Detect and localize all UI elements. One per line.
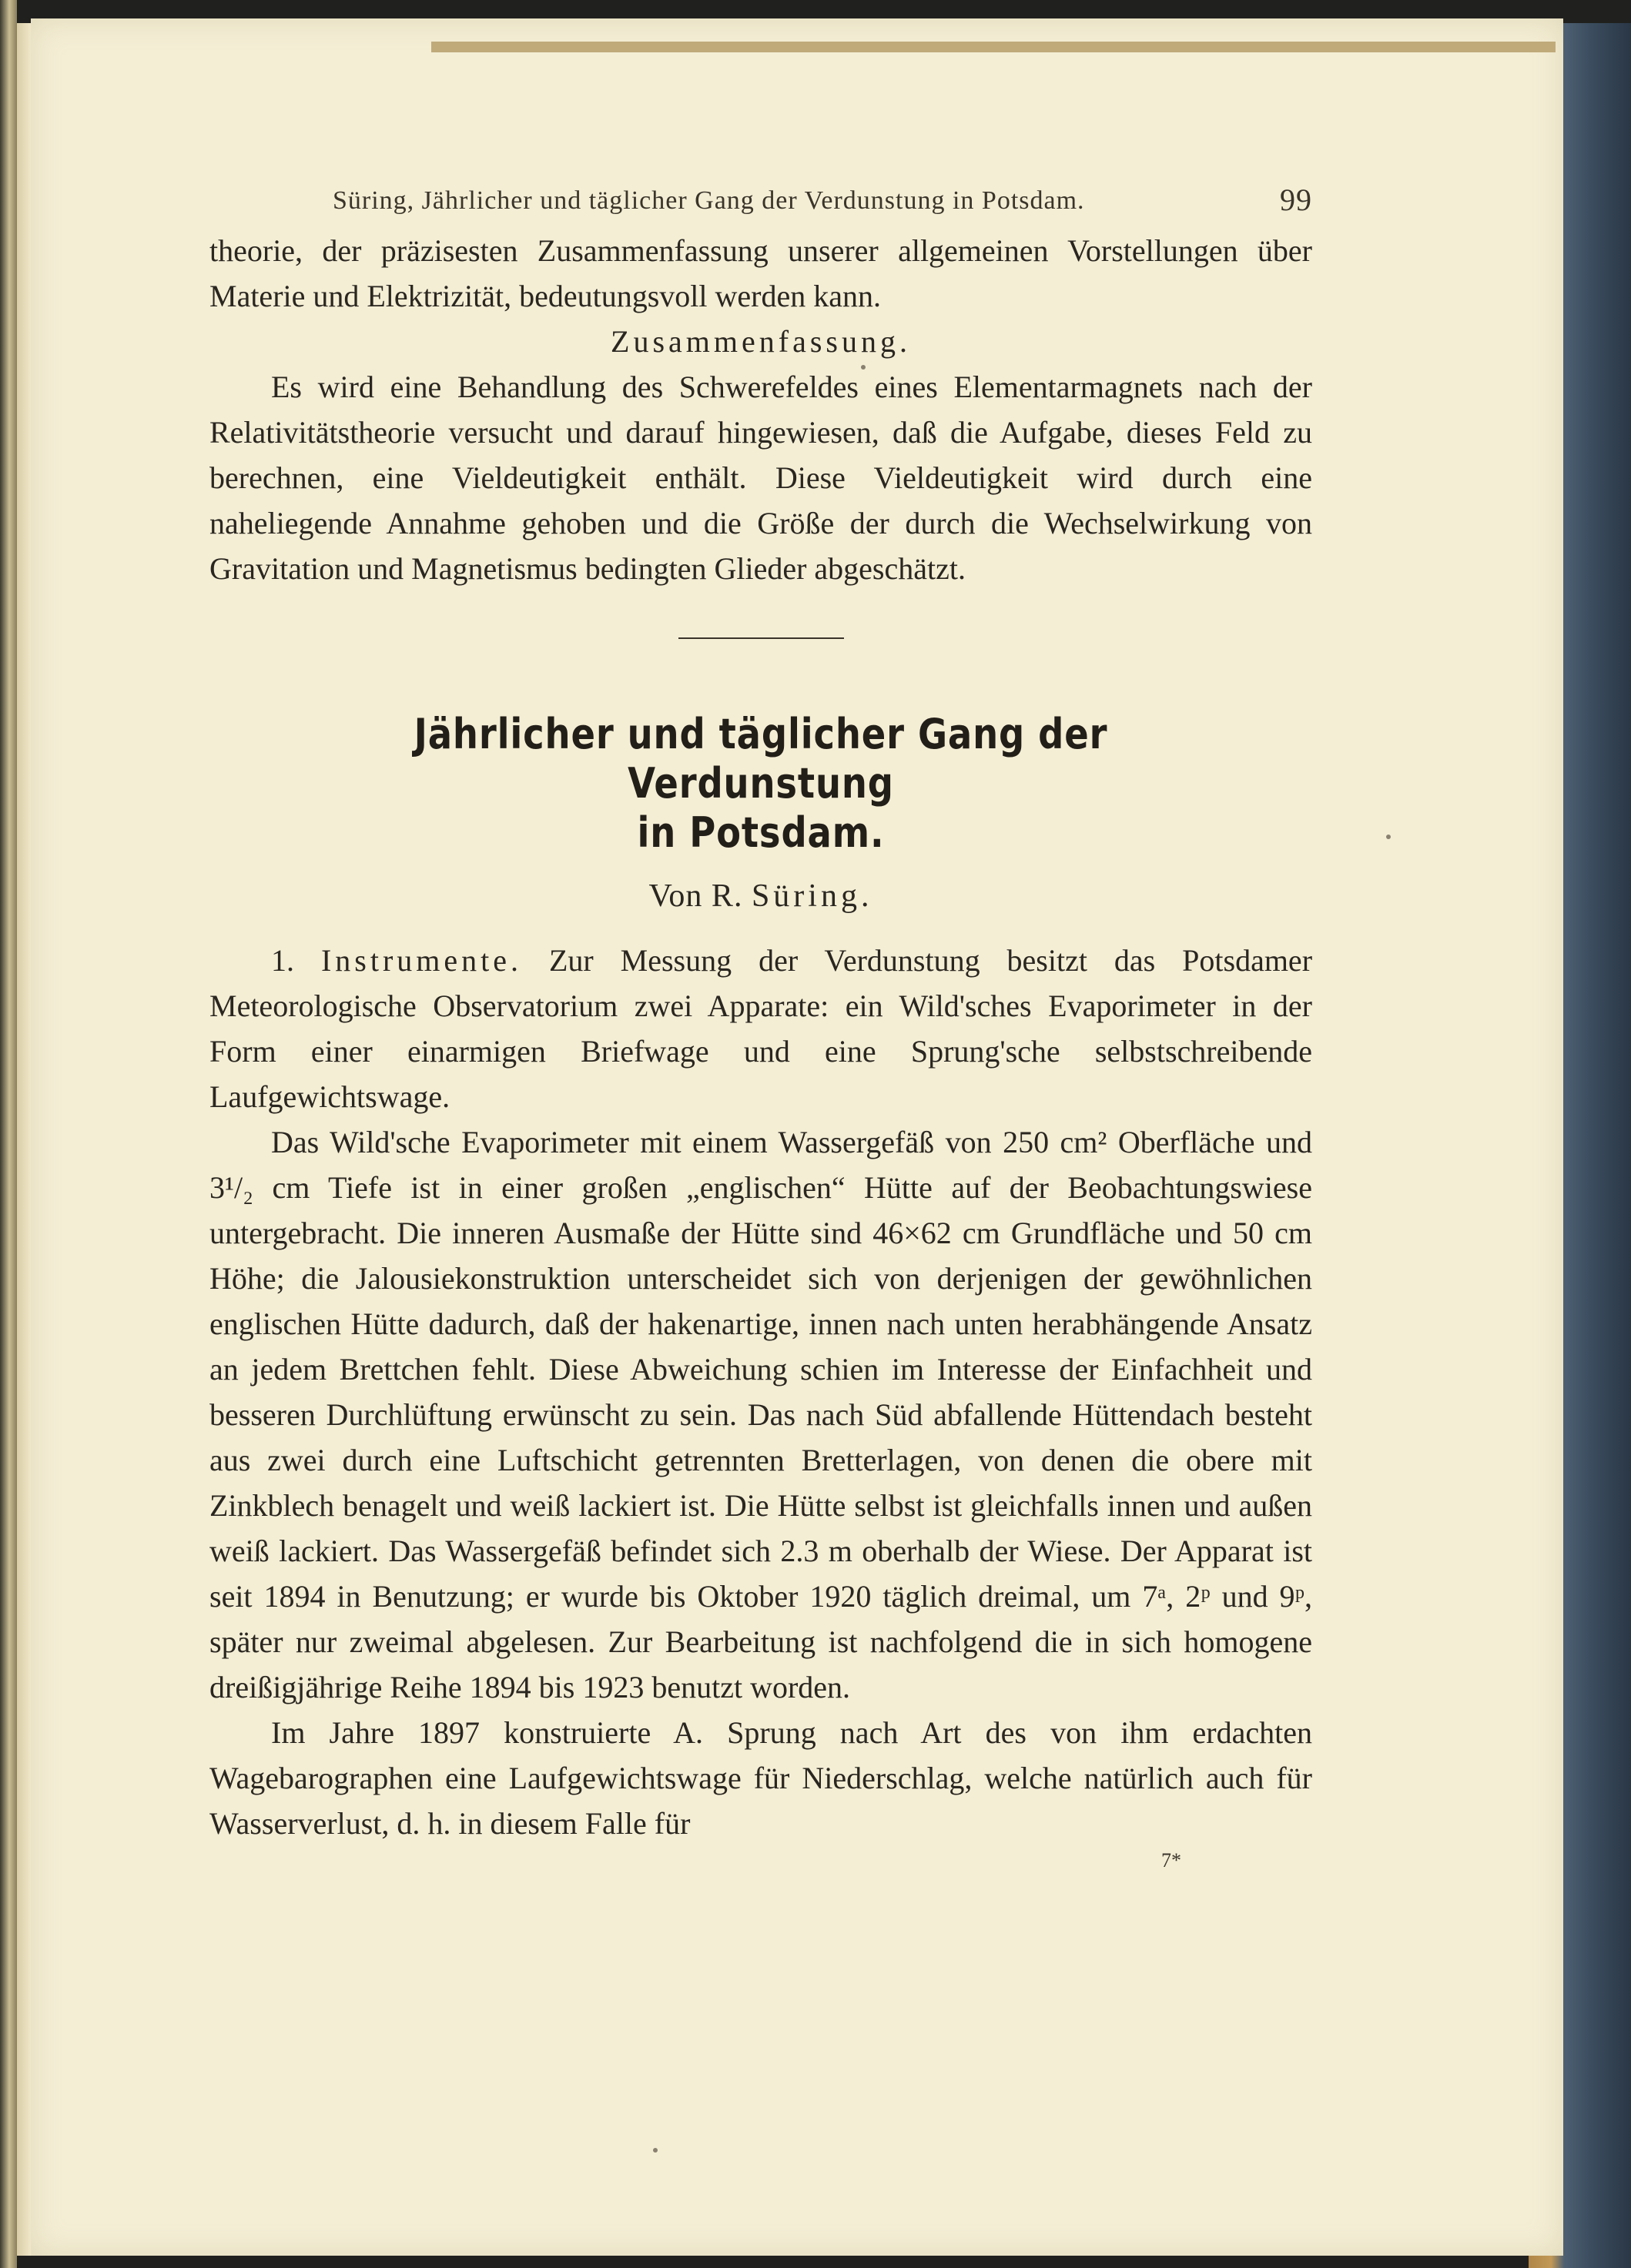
section-1-paragraph-2: Das Wild'sche Evaporimeter mit einem Wassergefäß von 250 cm² Oberfläche und 3¹/₂ cm Tiefe ist in einer großen „englischen“ Hütte auf der Beobachtungswiese untergebracht. Die inneren Ausmaße der Hütte sind 46×62 cm Grundfläche und 50 cm Höhe; die Jalousiekonstruktion unterscheidet sich von derjenigen der gewöhnlichen englischen Hütte dadurch, daß der hakenartige, innen nach unten herabhängende Ansatz an jedem Brettchen fehlt. Diese Abweichung schien im Interesse der Einfachheit und besseren Durchlüftung erwünscht zu sein. Das nach Süd abfallende Hüttendach besteht aus zwei durch eine Luftschicht getrennten Bretterlagen, von denen die obere mit Zinkblech benagelt und weiß lackiert ist. Die Hütte selbst ist gleichfalls innen und außen weiß lackiert. Das Wassergefäß befindet sich 2.3 m oberhalb der Wiese. Der Apparat ist seit 1894 in Benutzung; er wurde bis Oktober 1920 täglich dreimal, um 7ᵃ, 2ᵖ und 9ᵖ, später nur zweimal abgelesen. Zur Bearbeitung ist nachfolgend die in sich homogene dreißigjährige Reihe 1894 bis 1923 benutzt worden.	[209, 1125, 1312, 1704]
article-title-line-2: in Potsdam.	[637, 808, 885, 857]
page-number: 99	[1280, 182, 1312, 217]
summary-heading: Zusammenfassung.	[611, 324, 911, 359]
article-title	[286, 710, 1235, 858]
signature-mark: 7*	[1161, 1849, 1181, 1872]
running-head	[209, 182, 1312, 228]
page-content	[209, 182, 1312, 1872]
previous-page-edge	[17, 23, 31, 2256]
section-heading: Instrumente.	[320, 943, 523, 978]
section-1-paragraph-1	[209, 938, 1312, 1119]
page-top-tape	[431, 42, 1556, 52]
running-head-text: Süring, Jährlicher und täglicher Gang der Verdunstung in Potsdam.	[333, 186, 1085, 215]
section-1-paragraph-3: Im Jahre 1897 konstruierte A. Sprung nach Art des von ihm erdachten Wagebarographen eine Laufgewichtswage für Niederschlag, welche natürlich auch für Wasserverlust, d. h. in diesem Falle für	[209, 1715, 1312, 1841]
article-title-line-1: Jährlicher und täglicher Gang der Verdunstung	[414, 710, 1108, 808]
intro-text-block	[209, 228, 1312, 319]
paper-speck	[1386, 835, 1391, 839]
article-author	[209, 878, 1312, 915]
section-divider	[678, 637, 844, 639]
summary-paragraph: Es wird eine Behandlung des Schwerefeldes eines Elementarmagnets nach der Relativitätstheorie versucht und darauf hingewiesen, daß die Aufgabe, dieses Feld zu berechnen, eine Vieldeutigkeit enthält. Diese Vieldeutigkeit wird durch eine naheliegende Annahme gehoben und die Größe der durch die Wechselwirkung von Gravitation und Magnetismus bedingten Glieder abgeschätzt.	[209, 370, 1312, 586]
paper-speck	[653, 2148, 658, 2153]
summary-text-block	[209, 364, 1312, 591]
author-name: Süring.	[751, 878, 873, 914]
section-number: 1.	[271, 943, 294, 978]
book-binding-left	[0, 0, 17, 2268]
section-instruments	[209, 938, 1312, 1846]
section-1-text-1: Zur Messung der Verdunstung besitzt das Potsdamer Meteorologische Observatorium zwei Apparate: ein Wild'sches Evaporimeter in der Form einer einarmigen Briefwage und eine Sprung'sche selbstschreibende Laufgewichtswage.	[209, 943, 1313, 1114]
author-prefix: Von R.	[648, 878, 743, 914]
intro-paragraph: theorie, der präzisesten Zusammenfassung unserer allgemeinen Vorstellungen über Materie und Elektrizität, bedeutungsvoll werden kann.	[209, 233, 1312, 313]
